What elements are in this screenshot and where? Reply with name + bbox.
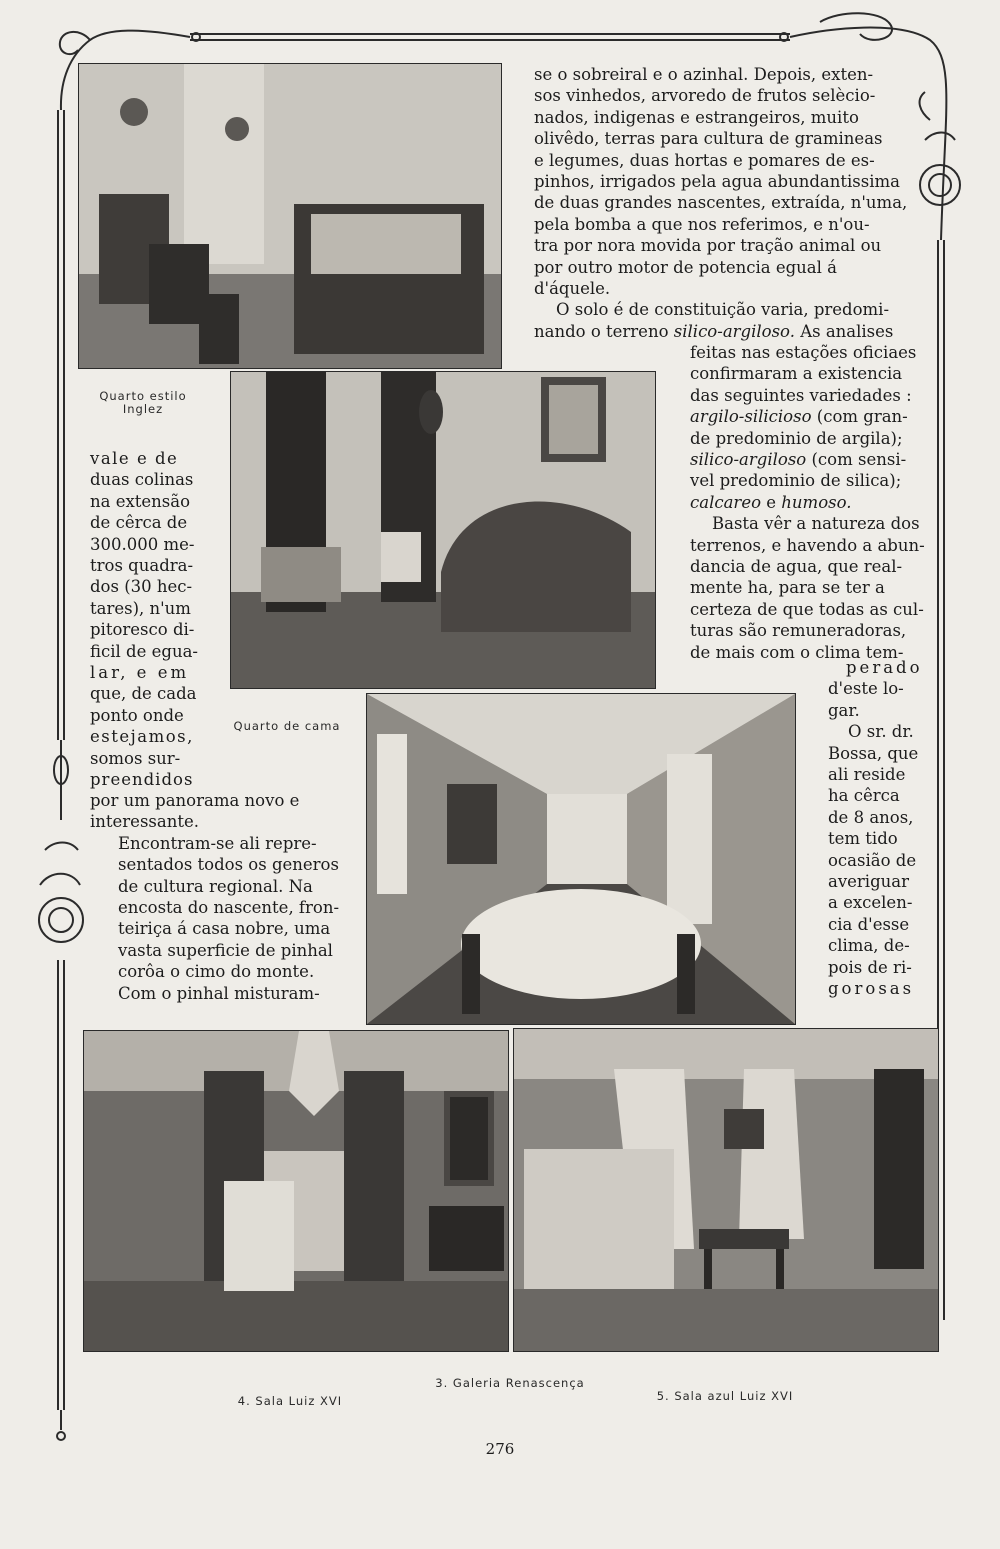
caption-sala-luiz-xvi: 4. Sala Luiz XVI <box>237 1394 343 1408</box>
text-line <box>534 321 894 342</box>
text-line: mente ha, para se ter a <box>690 578 885 598</box>
text-line: vasta superficie de pinhal <box>118 940 333 960</box>
text-line: a excelen- <box>828 893 913 913</box>
text-line: averiguar <box>828 872 910 892</box>
text-line: Basta vêr a natureza dos <box>712 514 920 534</box>
text-line: terrenos, e havendo a abun- <box>690 535 925 555</box>
text-line: dos (30 hec- <box>90 577 193 597</box>
text-line: tros quadra- <box>90 556 194 576</box>
text-italic: humoso. <box>781 492 852 512</box>
text-fragment: (com gran- <box>816 407 908 427</box>
text-line: encosta do nascente, fron- <box>118 898 340 918</box>
text-right-mid <box>690 342 930 663</box>
text-line: duas colinas <box>90 470 194 490</box>
text-line: e legumes, duas hortas e pomares de es- <box>534 150 875 170</box>
text-line: somos sur- <box>90 748 181 768</box>
text-line: gorosas <box>828 979 915 999</box>
text-italic: argilo-silicioso <box>690 407 812 427</box>
caption-quarto-cama: Quarto de cama <box>233 719 341 733</box>
text-line: Encontram-se ali repre- <box>118 833 317 853</box>
text-fragment: nando o terreno <box>534 321 669 341</box>
text-fragment: As analises <box>800 321 894 341</box>
photo-quarto-cama <box>230 371 656 689</box>
text-line: que, de cada <box>90 684 197 704</box>
text-line <box>690 492 930 513</box>
text-line: O sr. dr. <box>848 722 914 742</box>
text-line: pitoresco di- <box>90 620 195 640</box>
text-line: de cêrca de <box>90 513 188 533</box>
text-line: de 8 anos, <box>828 807 914 827</box>
text-line: 300.000 me- <box>90 534 195 554</box>
text-line: de duas grandes nascentes, extraída, n'uma, <box>534 193 908 213</box>
photo-sala-azul-luiz-xvi <box>513 1028 939 1352</box>
text-line: tra por nora movida por tração animal ou <box>534 236 882 256</box>
text-line: clima, de- <box>828 936 910 956</box>
text-right-top <box>534 64 908 342</box>
text-line: ha cêrca <box>828 786 900 806</box>
text-line: confirmaram a existencia <box>690 364 903 384</box>
text-line: por um panorama novo e <box>90 791 300 810</box>
text-line: feitas nas estações oficiaes <box>690 343 917 362</box>
text-line: certeza de que todas as cul- <box>690 599 924 619</box>
text-left-wide <box>90 790 352 1004</box>
caption-sala-azul-luiz-xvi: 5. Sala azul Luiz XVI <box>656 1389 794 1403</box>
text-line: d'este lo- <box>828 679 904 699</box>
text-line: dancia de agua, que real- <box>690 557 903 577</box>
text-line: por outro motor de potencia egual á <box>534 257 838 277</box>
text-line: d'áquele. <box>534 279 611 299</box>
text-italic: calcareo <box>690 492 762 512</box>
photo-quarto-inglez <box>78 63 502 369</box>
text-line: tares), n'um <box>90 598 191 618</box>
text-line: corôa o cimo do monte. <box>118 962 315 982</box>
photo-galeria-renascenca <box>366 693 796 1025</box>
caption-galeria-renascenca: 3. Galeria Renascença <box>435 1376 585 1390</box>
text-line: perado <box>846 658 923 677</box>
text-line: turas são remuneradoras, <box>690 621 907 641</box>
text-line: ponto onde <box>90 705 184 725</box>
text-line: teiriça á casa nobre, uma <box>118 919 331 939</box>
text-line: ali reside <box>828 765 906 785</box>
text-line <box>690 449 930 470</box>
text-line: O solo é de constituição varia, predomi- <box>556 300 890 320</box>
page-number: 276 <box>485 1440 515 1458</box>
text-fragment: (com sensi- <box>811 450 907 470</box>
text-line: pois de ri- <box>828 957 912 977</box>
text-line: Bossa, que <box>828 743 919 763</box>
text-line: de predominio de argila); <box>690 428 903 448</box>
text-line: estejamos, <box>90 727 194 747</box>
text-italic: silico-argiloso <box>690 450 807 470</box>
text-line: ficil de egua- <box>90 641 198 661</box>
text-line: vel predominio de silica); <box>690 471 902 491</box>
text-line: cia d'esse <box>828 914 910 934</box>
text-line: sos vinhedos, arvoredo de frutos selècio- <box>534 86 876 106</box>
text-line: olivêdo, terras para cultura de gramineas <box>534 129 883 149</box>
text-line: sentados todos os generos <box>118 855 339 875</box>
text-line: na extensão <box>90 491 191 511</box>
text-line: pinhos, irrigados pela agua abundantissima <box>534 172 900 192</box>
text-right-narrow <box>828 657 933 1000</box>
text-line: se o sobreiral e o azinhal. Depois, exten- <box>534 65 874 84</box>
text-line: nados, indigenas e estrangeiros, muito <box>534 107 859 127</box>
caption-quarto-inglez: Quarto estilo Inglez <box>99 389 187 416</box>
text-line: pela bomba a que nos referimos, e n'ou- <box>534 214 870 234</box>
photo-sala-luiz-xvi <box>83 1030 509 1352</box>
text-line: Com o pinhal misturam- <box>118 983 320 1003</box>
text-line: lar, e em <box>90 663 190 683</box>
text-line: ocasião de <box>828 850 917 870</box>
text-fragment: e <box>766 492 777 512</box>
text-line <box>690 406 930 427</box>
text-left-narrow <box>90 448 210 791</box>
text-italic: silico-argiloso. <box>673 321 795 341</box>
text-line: tem tido <box>828 829 898 849</box>
text-line: preendidos <box>90 770 194 790</box>
text-line: de mais com o clima tem- <box>690 642 904 662</box>
text-line: interessante. <box>90 812 199 832</box>
text-line: vale e de <box>90 449 179 468</box>
text-line: gar. <box>828 700 860 720</box>
text-line: das seguintes variedades : <box>690 385 912 405</box>
text-line: de cultura regional. Na <box>118 876 313 896</box>
